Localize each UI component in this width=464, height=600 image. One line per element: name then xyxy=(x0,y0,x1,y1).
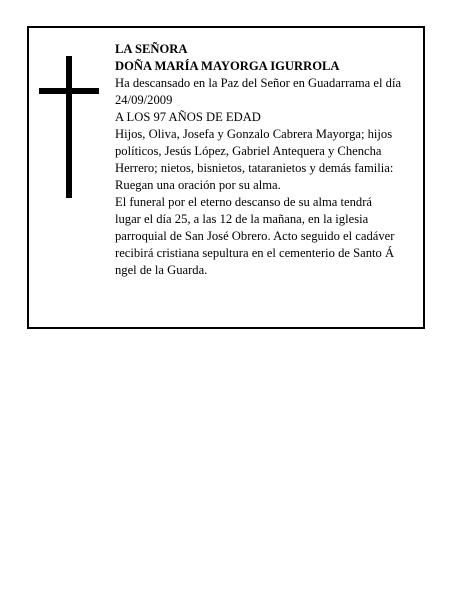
funeral-line: ngel de la Guarda. xyxy=(115,263,208,277)
cross-vertical-bar xyxy=(66,56,72,198)
funeral-line: El funeral por el eterno descanso de su alma tendrá xyxy=(115,195,373,209)
obituary-title: LA SEÑORA xyxy=(115,42,188,56)
deceased-name: DOÑA MARÍA MAYORGA IGURROLA xyxy=(115,59,340,73)
prayer-request: Ruegan una oración por su alma. xyxy=(115,178,281,192)
funeral-line: parroquial de San José Obrero. Acto seguido el cadáver xyxy=(115,229,395,243)
funeral-details xyxy=(115,194,421,279)
cross-horizontal-bar xyxy=(39,88,99,94)
obituary-notice xyxy=(27,26,425,329)
funeral-line: recibirá cristiana sepultura en el cementerio de Santo Á xyxy=(115,246,395,260)
age-statement: A LOS 97 AÑOS DE EDAD xyxy=(115,110,261,124)
rest-statement: Ha descansado en la Paz del Señor en Guadarrama el día 24/09/2009 xyxy=(115,76,402,107)
family-list: Hijos, Oliva, Josefa y Gonzalo Cabrera Mayorga; hijos políticos, Jesús López, Gabriel Antequera y Chencha Herrero; nietos, bisnietos, tataranietos y demás familia: xyxy=(115,127,394,175)
cross-icon xyxy=(39,56,99,198)
obituary-text xyxy=(115,41,421,279)
funeral-line: lugar el día 25, a las 12 de la mañana, en la iglesia xyxy=(115,212,369,226)
